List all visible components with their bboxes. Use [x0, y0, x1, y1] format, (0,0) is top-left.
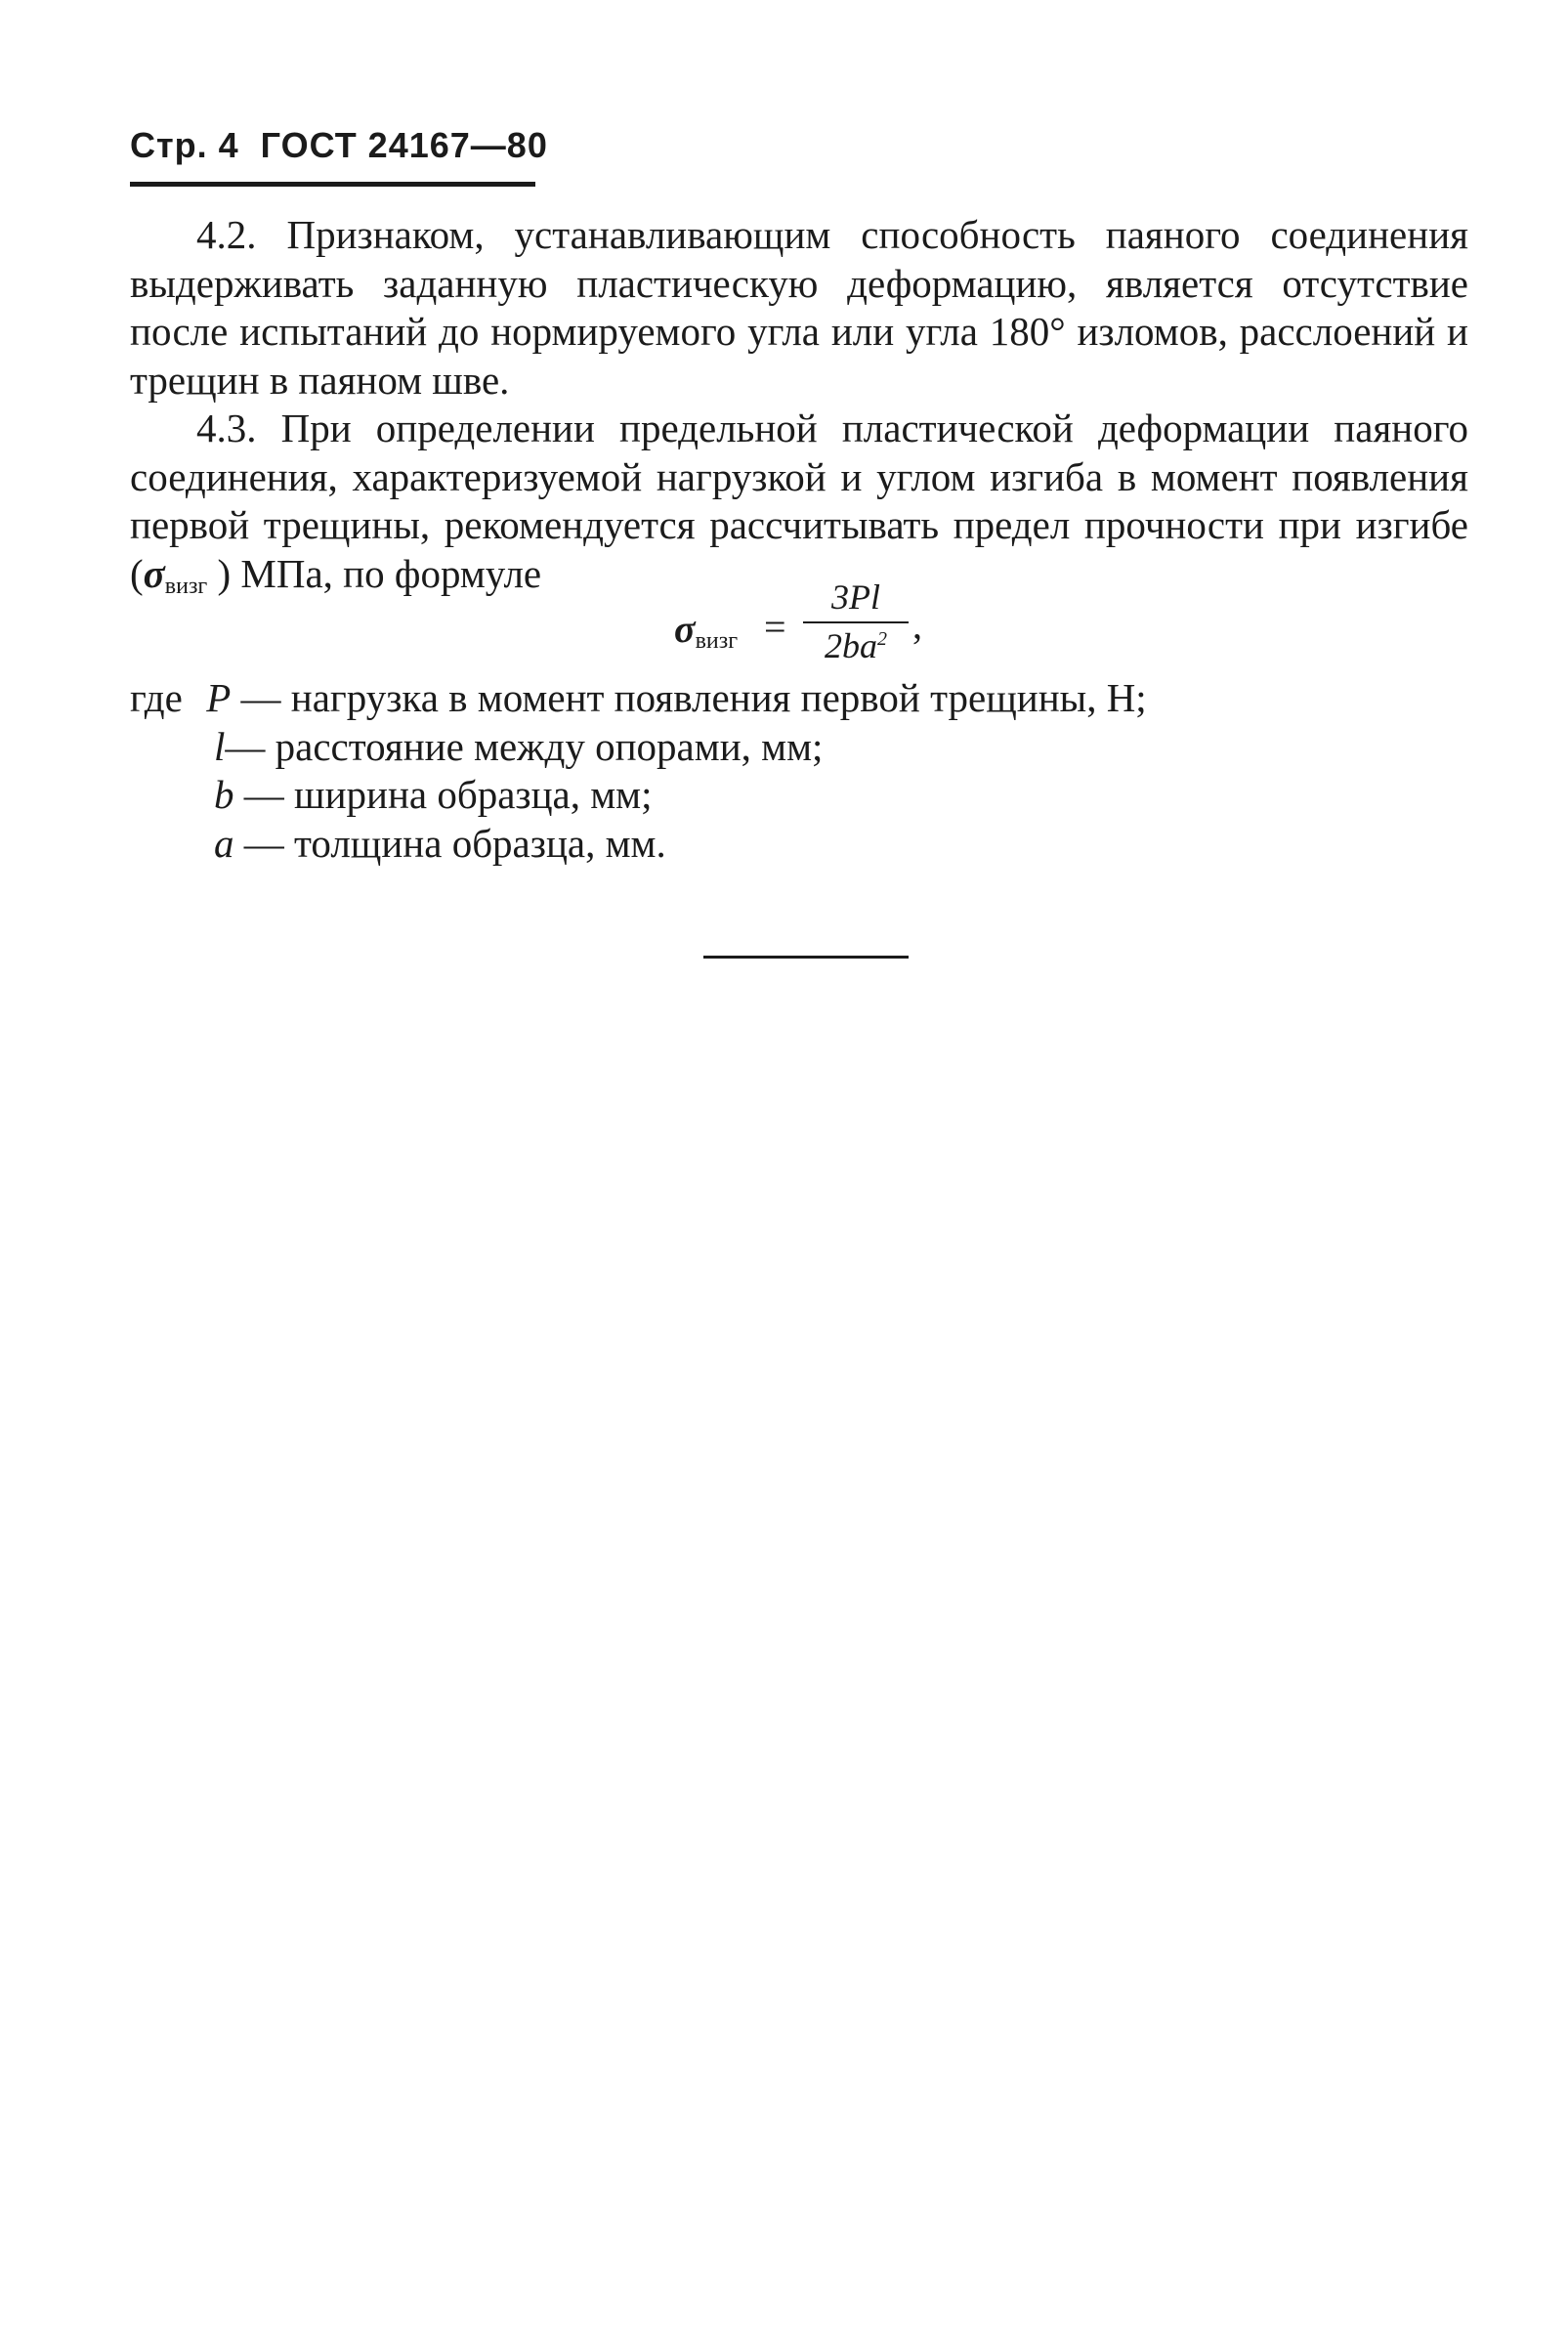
sigma-symbol: σ — [143, 550, 165, 596]
formula-trailing-comma: , — [912, 603, 922, 647]
legend-symbol: a — [214, 820, 234, 866]
bending-strength-formula — [674, 576, 967, 664]
paragraph-4-2: 4.2. Признаком, устанавливающим способность паяного соединения выдерживать заданную пластическую деформацию, является отсутствие после испытаний до нормируемого угла или угла 180° изломов, расслоений и трещин в паяном шве. — [130, 212, 1468, 403]
legend-symbol: P — [206, 675, 232, 720]
formula-lhs-symbol: σ — [674, 607, 696, 651]
legend-item-l — [130, 723, 1147, 772]
legend-lead-word: где — [130, 675, 183, 720]
formula-denominator-base: 2ba — [825, 626, 877, 665]
formula-fraction — [803, 576, 909, 666]
document-body — [130, 211, 1468, 611]
page-label: Стр. 4 — [130, 125, 239, 165]
header-rule — [130, 182, 535, 187]
formula-numerator: 3Pl — [831, 577, 880, 617]
paragraph-4-3-tail: ) МПа, по формуле — [217, 550, 542, 596]
section-end-rule — [703, 956, 909, 959]
sigma-subscript: визг — [164, 573, 208, 599]
document-code: ГОСТ 24167—80 — [260, 125, 548, 165]
formula-equals: = — [764, 605, 786, 649]
paragraph-4-3-text: 4.3. При определении предельной пластической деформации паяного соединения, характеризуемой нагрузкой и углом изгиба в момент появления первой трещины, рекомендуется рассчитывать предел прочности при изгибе — [130, 406, 1468, 547]
legend-item-a — [130, 820, 1147, 869]
formula-denominator — [803, 625, 909, 666]
symbol-legend — [130, 674, 1147, 868]
fraction-bar — [803, 621, 909, 623]
legend-text: — расстояние между опорами, мм; — [225, 723, 824, 769]
legend-item-p — [130, 674, 1147, 723]
legend-symbol: l — [214, 723, 226, 769]
formula-lhs-subscript: визг — [695, 628, 739, 654]
legend-text: — нагрузка в момент появления первой трещины, Н; — [240, 675, 1147, 720]
legend-text: — толщина образца, мм. — [243, 820, 666, 866]
legend-text: — ширина образца, мм; — [243, 772, 653, 817]
formula-lhs — [674, 606, 738, 655]
paragraph-4-3: 4.3. При определении предельной пластической деформации паяного соединения, характеризуемой нагрузкой и углом изгиба в момент появления первой трещины, рекомендуется рассчитывать предел прочности при изгибе ($\sigma_{визг}$ ) МПа, по формуле — [130, 406, 1468, 599]
legend-item-b — [130, 771, 1147, 820]
legend-symbol: b — [214, 772, 234, 817]
formula-denominator-exponent: 2 — [877, 628, 887, 650]
page-header — [130, 125, 548, 166]
